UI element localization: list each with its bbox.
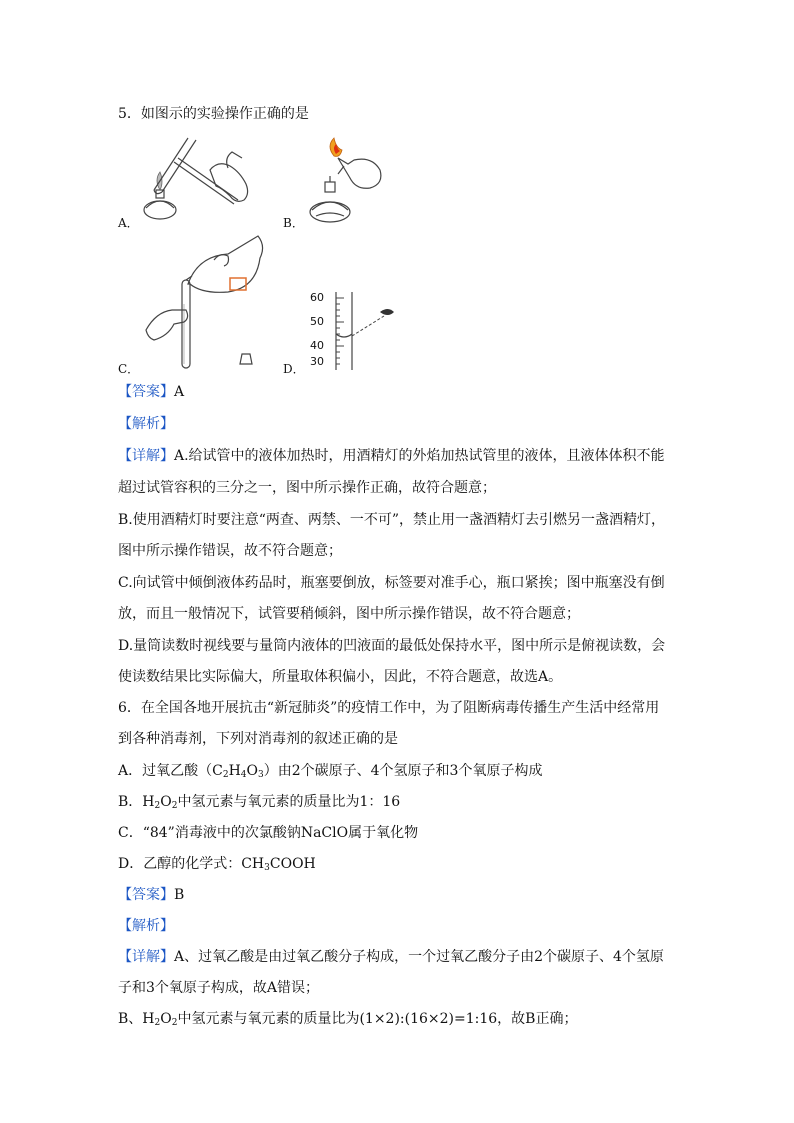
detail-tag: 【详解】 [118, 448, 174, 464]
cylinder-tick-30: 30 [310, 355, 324, 368]
q6-analysis-tag: 【解析】 [118, 918, 174, 934]
q5-detail-line-3: B.使用酒精灯时要注意“两查、两禁、一不可”，禁止用一盏酒精灯去引燃另一盏酒精灯， [118, 512, 666, 528]
figure-a-heating-test-tube [140, 132, 260, 222]
q6-detail-line-2: 子和3个氧原子构成，故A错误； [118, 980, 320, 996]
q6-detail-line-3: B、$H_2O_2$中氢元素与氧元素的质量比为(1×2):(16×2)=1:16，故B正确； [118, 1011, 578, 1028]
q5-analysis-tag: 【解析】 [118, 416, 174, 432]
option-c-label: C． [118, 362, 140, 376]
q5-detail-line-7: D.量筒读数时视线要与量筒内液体的凹液面的最低处保持水平，图中所示是俯视读数，会 [118, 638, 666, 654]
cylinder-tick-50: 50 [310, 315, 324, 328]
q6-detail-line-1: 【详解】A、过氧乙酸是由过氧乙酸分子构成，一个过氧乙酸分子由2个碳原子、4个氢原 [118, 949, 664, 965]
answer-value: A [174, 384, 185, 400]
figure-c-pouring-liquid [144, 234, 268, 372]
option-d-label: D． [283, 362, 305, 376]
q5-detail-line-5: C.向试管中倾倒液体药品时，瓶塞要倒放，标签要对准手心，瓶口紧挨；图中瓶塞没有倒 [118, 575, 665, 591]
q5-detail-line-4: 图中所示操作错误，故不符合题意； [118, 543, 342, 559]
q5-answer [118, 382, 184, 402]
q6-answer [118, 885, 184, 905]
answer-tag: 【答案】 [118, 887, 174, 903]
q5-stem: 5．如图示的实验操作正确的是 [118, 106, 309, 122]
figure-b-lighting-alcohol-lamp [300, 136, 390, 226]
q6-option-a: A．过氧乙酸$(C_2H_4O_3)$由2个碳原子、4个氢原子和3个氧原子构成 [118, 763, 543, 780]
q6-stem-line-1: 6．在全国各地开展抗击“新冠肺炎”的疫情工作中，为了阻断病毒传播生产生活中经常用 [118, 700, 660, 716]
answer-tag: 【答案】 [118, 384, 174, 400]
q5-detail-line-2: 超过试管容积的三分之一，图中所示操作正确，故符合题意； [118, 480, 496, 496]
q6-stem-line-2: 到各种消毒剂，下列对消毒剂的叙述正确的是 [118, 731, 398, 747]
q6-option-c: C．“84”消毒液中的次氯酸钠NaClO属于氧化物 [118, 825, 419, 841]
q6-option-b: B．$H_2O_2$中氢元素与氧元素的质量比为1：16 [118, 794, 401, 811]
q5-detail-line-6: 放，而且一般情况下，试管要稍倾斜，图中所示操作错误，故不符合题意； [118, 606, 580, 622]
option-a-label: A． [118, 216, 139, 230]
q6-option-d: D．乙醇的化学式：$CH_3COOH$ [118, 856, 316, 873]
option-b-label: B． [283, 216, 304, 230]
detail-tag: 【详解】 [118, 949, 174, 965]
q5-detail-line-1: 【详解】A.给试管中的液体加热时，用酒精灯的外焰加热试管里的液体，且液体体积不能 [118, 448, 665, 464]
cylinder-tick-60: 60 [310, 291, 324, 304]
answer-value: B [174, 887, 185, 903]
cylinder-tick-40: 40 [310, 339, 324, 352]
q5-detail-line-8: 使读数结果比实际偏大，所量取体积偏小，因此，不符合题意，故选A。 [118, 669, 563, 685]
